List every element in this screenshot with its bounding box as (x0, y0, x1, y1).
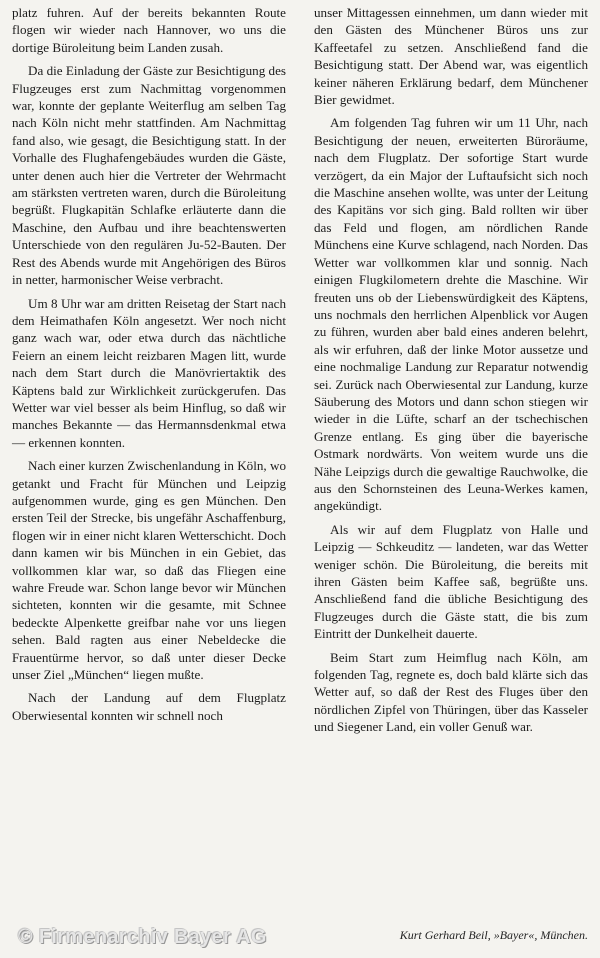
author-signature: Kurt Gerhard Beil, »Bayer«, München. (399, 928, 588, 942)
left-column (12, 4, 286, 724)
paragraph: Am folgenden Tag fuhren wir um 11 Uhr, nach Besichtigung der neuen, erweiterten Büroräume, nach dem Flugplatz. Der sofortige Start wurde verzögert, da ein Major der Luftaufsicht sich noch die Maschine ansehen wollte, was unter der Leitung des Kapitäns vor sich ging. Bald rollten wir über das Feld und flogen, am nördlichen Rande Münchens eine Kurve schlagend, nach Norden. Das Wetter war vollkommen klar und sonnig. Nach einigen Flugkilometern drehte die Maschine. Wir freuten uns ob der Liebenswürdigkeit des Käptens, uns nochmals den herrlichen Alpenblick vor Augen zu führen, wurden aber bald eines anderen belehrt, als wir erfuhren, daß der linke Motor aussetze und eine nochmalige Landung zur Reparatur notwendig sei. Zurück nach Oberwiesental zur Landung, kurze Säuberung des Motors und dann schon stiegen wir wieder in die Lüfte, scharf an der tschechischen Grenze entlang. Es ging über die bayerische Ostmark nordwärts. Von weitem wurde uns die Nähe Leipzigs durch die gewaltige Rauchwolke, die aus den Schornsteinen des Leuna-Werkes kamen, angekündigt. (314, 115, 588, 514)
right-column (314, 4, 588, 736)
paragraph: Um 8 Uhr war am dritten Reisetag der Start nach dem Heimathafen Köln angesetzt. Wer noch nicht ganz wach war, oder etwa durch das nächtliche Feiern an einem leicht reizbaren Magen litt, wurde nach dem Start durch die Manövriertaktik des Käptens bald zur Wirklichkeit zurückgerufen. Das Wetter war viel besser als beim Hinflug, so daß wir manches Bekannte — das Hermannsdenkmal etwa — erkennen konnten. (12, 295, 286, 450)
paragraph: Da die Einladung der Gäste zur Besichtigung des Flugzeuges erst zum Nachmittag vorgenommen war, konnte der geplante Weiterflug am selben Tag nach Köln nicht mehr stattfinden. Am Nachmittag fand also, wie gesagt, die Besichtigung statt. In der Vorhalle des Flughafengebäudes wurden die Gäste, unter denen auch hier die Vertreter der Wehrmacht am stärksten vertreten waren, durch die Büroleitung begrüßt. Flugkapitän Schlafke erläuterte dann die Maschine, den Aufbau und ihre beachtenswerten Unterschiede von den regulären Ju-52-Bauten. Der Rest des Abends wurde mit Angehörigen des Büros in netter, harmonischer Weise verbracht. (12, 63, 286, 288)
paragraph: Beim Start zum Heimflug nach Köln, am folgenden Tag, regnete es, doch bald klärte sich das Wetter auf, so daß der Rest des Fluges über den nördlichen Zipfel von Thüringen, über das Kasseler und Siegener Land, ein voller Genuß war. (314, 649, 588, 735)
article-page (10, 4, 590, 934)
paragraph: Nach der Landung auf dem Flugplatz Oberwiesental konnten wir schnell noch (12, 690, 286, 723)
paragraph: platz fuhren. Auf der bereits bekannten Route flogen wir wieder nach Hannover, wo uns die dortige Büroleitung beim Landen zusah. (12, 5, 286, 55)
paragraph: Als wir auf dem Flugplatz von Halle und Leipzig — Schkeuditz — landeten, war das Wetter weniger schön. Die Büroleitung, die bereits mit ihren Gästen beim Kaffee saß, begrüßte uns. Anschließend fand die übliche Besichtigung des Flugzeuges durch die Gäste statt, die bis zum Eintritt der Dunkelheit dauerte. (314, 521, 588, 642)
paragraph: unser Mittagessen einnehmen, um dann wieder mit den Gästen des Münchener Büros uns zur Kaffeetafel zu setzen. Anschließend fand die Besichtigung statt. Der Abend war, was eigentlich keiner näheren Erklärung bedarf, dem Münchener Bier gewidmet. (314, 5, 588, 108)
paragraph: Nach einer kurzen Zwischenlandung in Köln, wo getankt und Fracht für München und Leipzig aufgenommen wurde, ging es gen München. Den ersten Teil der Strecke, bis ungefähr Aschaffenburg, flogen wir in einer nicht klaren Wetterschicht. Doch dann kamen wir bis München in ein Gebiet, das vollkommen klar war, so daß das Fliegen eine wahre Freude war. Schon lange bevor wir München sichteten, konnten wir die gesamte, mit Schnee bedeckte Alpenkette greifbar nahe vor uns liegen sehen. Bald ragten aus einer Nebeldecke die Frauentürme hervor, so daß unter dieser Decke unser Ziel „München“ liegen mußte. (12, 458, 286, 683)
archive-watermark: © Firmenarchiv Bayer AG (18, 926, 267, 948)
